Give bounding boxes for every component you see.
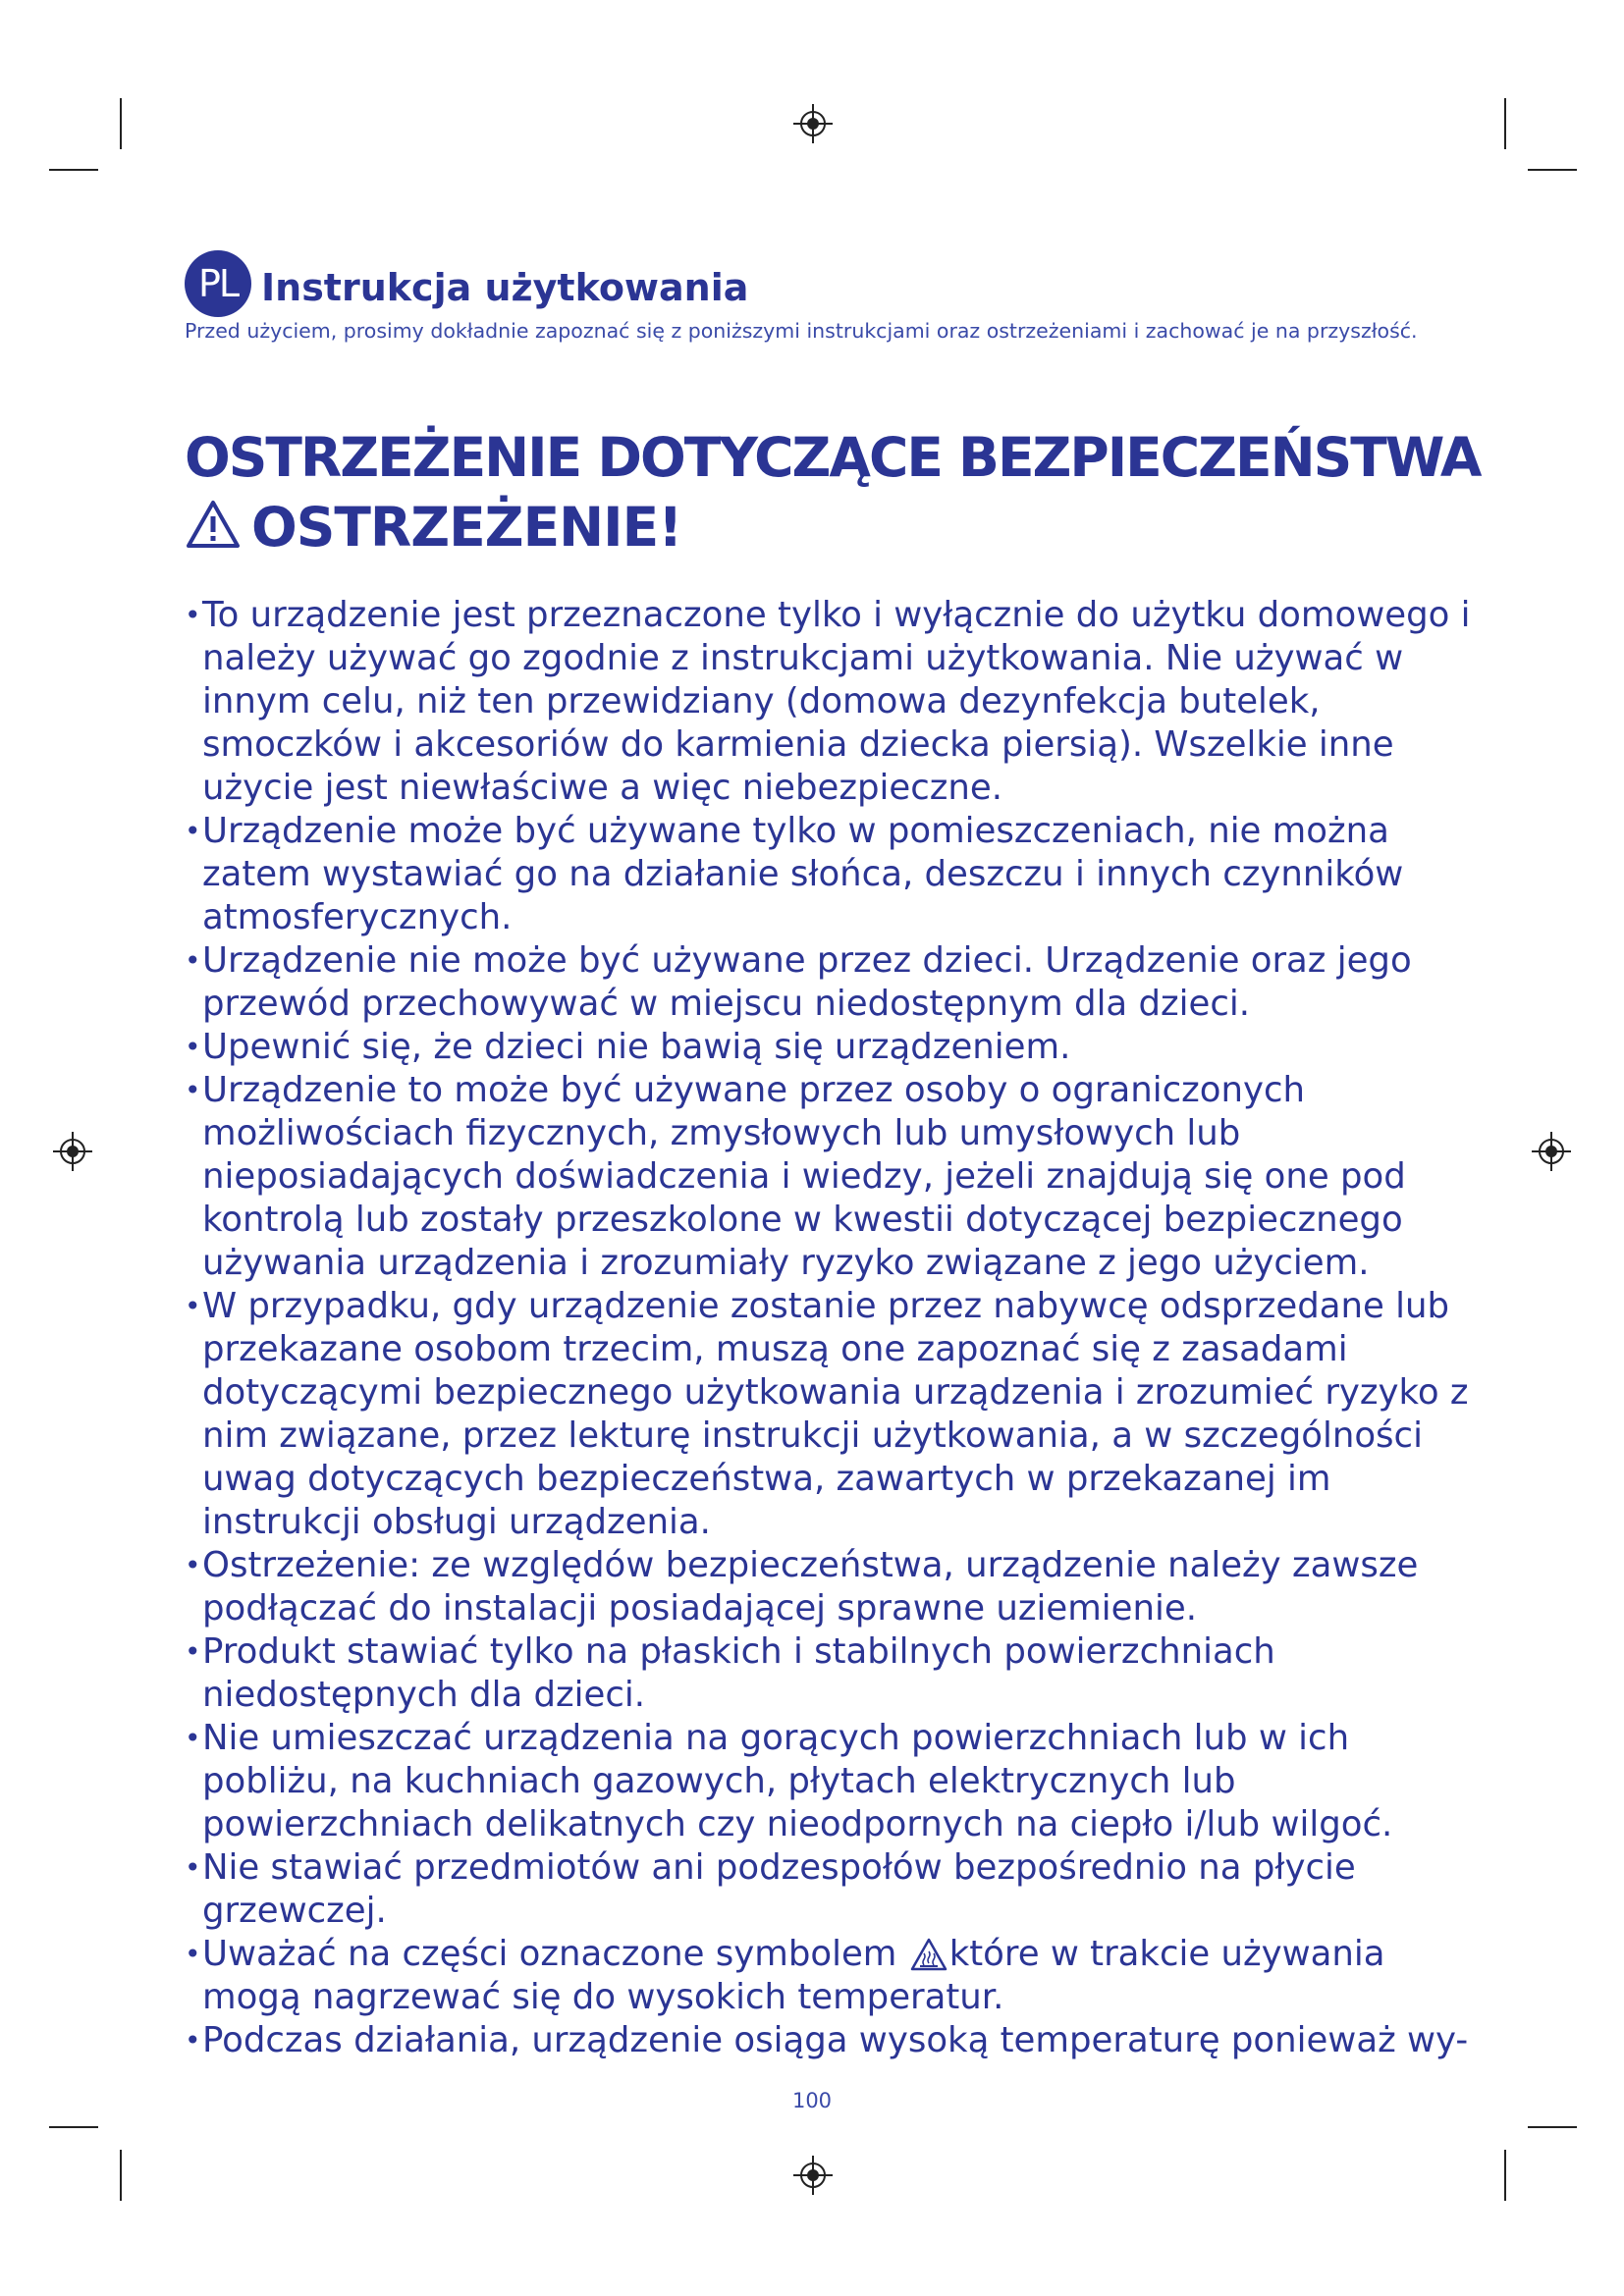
list-item: • Produkt stawiać tylko na płaskich i stabilnych powierzchniach niedostępnych dla dzieci. [185, 1631, 1275, 1715]
list-item: • Nie stawiać przedmiotów ani podzespołów bezpośrednio na płycie grzewczej. [185, 1847, 1356, 1931]
registration-mark-icon [53, 1132, 92, 1171]
crop-mark [49, 2126, 98, 2128]
crop-mark [120, 2150, 122, 2201]
crop-mark [1504, 2150, 1506, 2201]
list-item: • Nie umieszczać urządzenia na gorących powierzchniach lub w ich pobliżu, na kuchniach gazowych, płytach elektrycznych lub powierzchniach delikatnych czy nieodpornych na ciepło i/lub wilgoć. [185, 1718, 1393, 1844]
section-title: OSTRZEŻENIE DOTYCZĄCE BEZPIECZEŃSTWA [185, 426, 1481, 489]
list-item: • Upewnić się, że dzieci nie bawią się urządzeniem. [185, 1027, 1071, 1067]
document-title: Instrukcja użytkowania [261, 266, 749, 309]
crop-mark [1528, 2126, 1577, 2128]
list-item: • Ostrzeżenie: ze względów bezpieczeństwa, urządzenie należy zawsze podłączać do instalacji posiadającej sprawne uziemienie. [185, 1545, 1419, 1629]
document-subtitle: Przed użyciem, prosimy dokładnie zapoznać się z poniższymi instrukcjami oraz ostrzeżeniami i zachować je na przyszłość. [185, 319, 1418, 343]
list-item: • Urządzenie nie może być używane przez dzieci. Urządzenie oraz jego przewód przechowywać w miejscu niedostępnym dla dzieci. [185, 940, 1412, 1024]
list-item: • Urządzenie to może być używane przez osoby o ograniczonych możliwościach fizycznych, zmysłowych lub umysłowych lub nieposiadających doświadczenia i wiedzy, jeżeli znajdują się one pod kontrolą lub zostały przeszkolone w kwestii dotyczącej bezpiecznego używania urządzenia i zrozumiały ryzyko związane z jego użyciem. [185, 1070, 1406, 1283]
crop-mark [1528, 169, 1577, 171]
registration-mark-icon [793, 104, 833, 143]
warning-heading [185, 496, 681, 559]
list-item: • W przypadku, gdy urządzenie zostanie przez nabywcę odsprzedane lub przekazane osobom trzecim, muszą one zapoznać się z zasadami dotyczącymi bezpiecznego użytkowania urządzenia i zrozumieć ryzyko z nim związane, przez lekturę instrukcji użytkowania, a w szczególności uwag dotyczących bezpieczeństwa, zawartych w przekazanej im instrukcji obsługi urządzenia. [185, 1286, 1469, 1542]
registration-mark-icon [1532, 1132, 1571, 1171]
language-badge: PL [185, 250, 251, 317]
crop-mark [120, 98, 122, 149]
list-item: • Uważać na części oznaczone symbolem które w trakcie używania mogą nagrzewać się do wysokich temperatur. [185, 1934, 1385, 2017]
crop-mark [1504, 98, 1506, 149]
crop-mark [49, 169, 98, 171]
page-number: 100 [791, 2089, 833, 2112]
list-item: • Urządzenie może być używane tylko w pomieszczeniach, nie można zatem wystawiać go na działanie słońca, deszczu i innych czynników atmosferycznych. [185, 811, 1404, 937]
list-item: • To urządzenie jest przeznaczone tylko i wyłącznie do użytku domowego i należy używać go zgodnie z instrukcjami użytkowania. Nie używać w innym celu, niż ten przewidziany (domowa dezynfekcja butelek, smoczków i akcesoriów do karmienia dziecka piersią). Wszelkie inne użycie jest niewłaściwe a więc niebezpieczne. [185, 595, 1471, 808]
hot-surface-icon [910, 1938, 947, 1971]
warning-triangle-icon [185, 499, 242, 550]
registration-mark-icon [793, 2156, 833, 2195]
safety-list [185, 594, 1490, 2062]
warning-label: OSTRZEŻENIE! [251, 496, 682, 559]
list-item: • Podczas działania, urządzenie osiąga wysoką temperaturę ponieważ wy- [185, 2020, 1469, 2060]
